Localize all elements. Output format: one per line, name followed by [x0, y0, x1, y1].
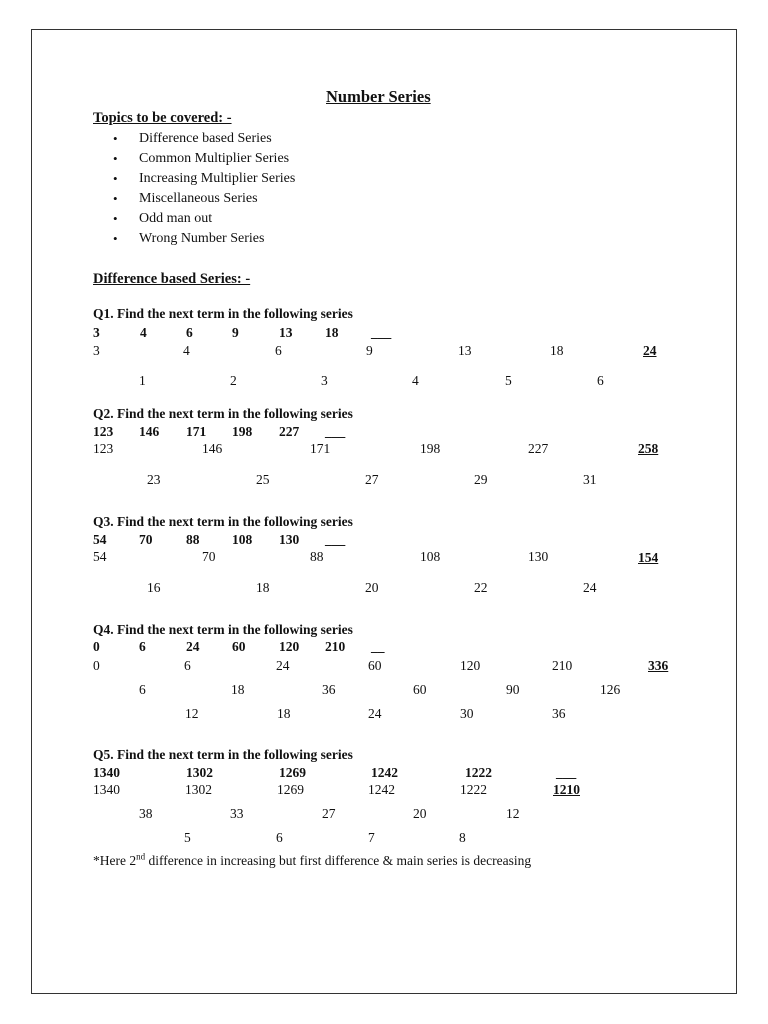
footnote: [93, 853, 531, 869]
bold-term: 0: [93, 639, 100, 654]
series-term: 108: [420, 549, 441, 564]
page-title: Number Series: [326, 87, 431, 106]
series-term: 227: [528, 441, 549, 456]
difference-term: 2: [230, 373, 237, 388]
second-difference-term: 5: [184, 830, 191, 845]
difference-term: 24: [583, 580, 597, 595]
difference-term: 3: [321, 373, 328, 388]
topics-heading: Topics to be covered: -: [93, 110, 232, 126]
bold-term: 123: [93, 424, 114, 439]
topic-item: Increasing Multiplier Series: [139, 171, 296, 186]
bold-term: 227: [279, 424, 300, 439]
question-text: Q3. Find the next term in the following series: [93, 514, 353, 529]
bold-term: 130: [279, 532, 300, 547]
footnote-pre: *Here 2: [93, 853, 137, 868]
series-term: 171: [310, 441, 331, 456]
bold-term: 13: [279, 325, 293, 340]
blank: ___: [325, 424, 346, 439]
bullet-icon: •: [113, 231, 118, 246]
blank: __: [371, 639, 385, 654]
answer: 336: [648, 658, 669, 673]
difference-term: 12: [506, 806, 520, 821]
difference-term: 4: [412, 373, 419, 388]
series-term: 210: [552, 658, 573, 673]
series-term: 3: [93, 343, 100, 358]
difference-term: 18: [231, 682, 245, 697]
bold-term: 1340: [93, 765, 120, 780]
footnote-superscript: nd: [136, 851, 146, 862]
series-term: 13: [458, 343, 472, 358]
difference-term: 18: [256, 580, 270, 595]
difference-term: 90: [506, 682, 520, 697]
topic-item: Miscellaneous Series: [139, 191, 258, 206]
bold-term: 1269: [279, 765, 306, 780]
bold-term: 1242: [371, 765, 398, 780]
topic-item: Difference based Series: [139, 131, 272, 146]
series-term: 24: [276, 658, 290, 673]
series-term: 6: [184, 658, 191, 673]
bold-term: 146: [139, 424, 160, 439]
series-term: 60: [368, 658, 382, 673]
series-term: 120: [460, 658, 481, 673]
difference-term: 27: [365, 472, 379, 487]
answer: 258: [638, 441, 659, 456]
series-term: 1222: [460, 782, 487, 797]
series-term: 1302: [185, 782, 212, 797]
blank: ___: [556, 765, 577, 780]
topic-item: Odd man out: [139, 211, 213, 226]
bold-term: 120: [279, 639, 300, 654]
topic-item: Wrong Number Series: [139, 231, 265, 246]
answer: 154: [638, 550, 659, 565]
answer: 24: [643, 343, 657, 358]
bullet-icon: •: [113, 191, 118, 206]
second-difference-term: 18: [277, 706, 291, 721]
difference-term: 25: [256, 472, 270, 487]
series-term: 198: [420, 441, 441, 456]
question-text: Q5. Find the next term in the following series: [93, 747, 353, 762]
series-term: 6: [275, 343, 282, 358]
series-term: 0: [93, 658, 100, 673]
difference-term: 20: [413, 806, 427, 821]
topic-item: Common Multiplier Series: [139, 151, 290, 166]
blank: ___: [325, 532, 346, 547]
second-difference-term: 24: [368, 706, 382, 721]
second-difference-term: 6: [276, 830, 283, 845]
difference-term: 1: [139, 373, 146, 388]
difference-term: 6: [597, 373, 604, 388]
second-difference-term: 7: [368, 830, 375, 845]
footnote-post: difference in increasing but first difference & main series is decreasing: [145, 853, 532, 868]
bold-term: 3: [93, 325, 100, 340]
bold-term: 18: [325, 325, 339, 340]
bullet-icon: •: [113, 171, 118, 186]
difference-term: 29: [474, 472, 488, 487]
bold-term: 60: [232, 639, 246, 654]
second-difference-term: 8: [459, 830, 466, 845]
difference-term: 23: [147, 472, 161, 487]
section-heading: Difference based Series: -: [93, 271, 251, 287]
series-term: 18: [550, 343, 564, 358]
difference-term: 20: [365, 580, 379, 595]
bullet-icon: •: [113, 151, 118, 166]
bold-term: 9: [232, 325, 239, 340]
bold-term: 1222: [465, 765, 492, 780]
second-difference-term: 12: [185, 706, 199, 721]
second-difference-term: 36: [552, 706, 566, 721]
series-term: 70: [202, 549, 216, 564]
bullet-icon: •: [113, 131, 118, 146]
series-term: 1242: [368, 782, 395, 797]
bold-term: 6: [186, 325, 193, 340]
bold-term: 88: [186, 532, 200, 547]
bold-term: 171: [186, 424, 207, 439]
difference-term: 31: [583, 472, 597, 487]
bold-term: 24: [186, 639, 200, 654]
series-term: 130: [528, 549, 549, 564]
difference-term: 36: [322, 682, 336, 697]
series-term: 54: [93, 549, 107, 564]
bold-term: 54: [93, 532, 107, 547]
difference-term: 33: [230, 806, 244, 821]
series-term: 88: [310, 549, 324, 564]
bold-term: 198: [232, 424, 253, 439]
series-term: 123: [93, 441, 114, 456]
question-text: Q4. Find the next term in the following series: [93, 622, 353, 637]
blank: ___: [371, 325, 392, 340]
bold-term: 210: [325, 639, 346, 654]
difference-term: 6: [139, 682, 146, 697]
difference-term: 22: [474, 580, 488, 595]
bold-term: 4: [140, 325, 147, 340]
bold-term: 6: [139, 639, 146, 654]
difference-term: 27: [322, 806, 336, 821]
difference-term: 60: [413, 682, 427, 697]
question-text: Q1. Find the next term in the following series: [93, 306, 353, 321]
series-term: 1340: [93, 782, 120, 797]
answer: 1210: [553, 782, 580, 797]
bold-term: 1302: [186, 765, 213, 780]
difference-term: 38: [139, 806, 153, 821]
series-term: 9: [366, 343, 373, 358]
question-text: Q2. Find the next term in the following series: [93, 406, 353, 421]
bold-term: 108: [232, 532, 253, 547]
page-border: [31, 29, 737, 994]
series-term: 4: [183, 343, 190, 358]
bold-term: 70: [139, 532, 153, 547]
difference-term: 5: [505, 373, 512, 388]
bullet-icon: •: [113, 211, 118, 226]
difference-term: 126: [600, 682, 621, 697]
difference-term: 16: [147, 580, 161, 595]
series-term: 1269: [277, 782, 304, 797]
second-difference-term: 30: [460, 706, 474, 721]
series-term: 146: [202, 441, 223, 456]
